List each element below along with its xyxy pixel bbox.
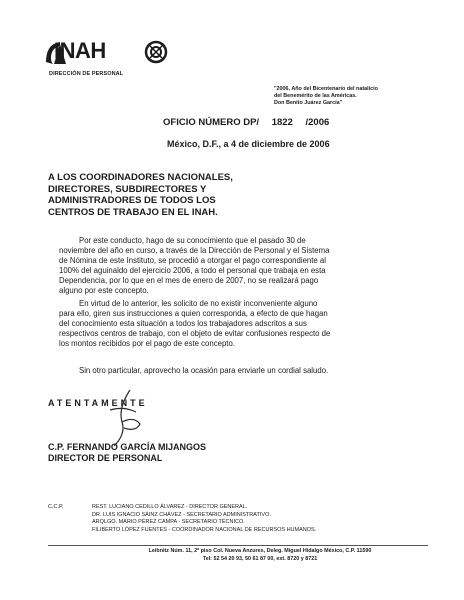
paragraph-line: Por este conducto, hago de su conocimiento que el pasado 30 de bbox=[79, 236, 306, 245]
signer-block bbox=[48, 442, 206, 463]
ccp-recipient: ARQLGO. MARIO PÉREZ CAMPA - SECRETARIO TÉCNICO. bbox=[92, 519, 245, 525]
addressee-line: ADMINISTRADORES DE TODOS LOS bbox=[48, 195, 216, 206]
addressee-line: A LOS COORDINADORES NACIONALES, bbox=[48, 172, 233, 183]
addressee-line: DIRECTORES, SUBDIRECTORES Y bbox=[48, 183, 207, 195]
body-paragraph-3 bbox=[59, 366, 429, 376]
paragraph-line: 100% del aguinaldo del ejercicio 2006, a todo el personal que trabaja en esta bbox=[59, 266, 326, 275]
logo-text: INAH bbox=[54, 38, 106, 63]
footer-phones: Tel: 52 54 20 93, 50 61 87 00, ext. 8720 y 8721 bbox=[202, 555, 318, 562]
footer-address: Leibnitz Núm. 11, 2º piso Col. Nueva Anzures, Deleg. Miguel Hidalgo México, C.P. 11590 bbox=[148, 548, 372, 554]
paragraph-line: alguno por este concepto. bbox=[59, 286, 149, 295]
ccp-recipient: DR. LUIS IGNACIO SÁINZ CHÁVEZ - SECRETARIO ADMINISTRATIVO. bbox=[92, 511, 271, 518]
handwritten-signature-icon bbox=[100, 388, 150, 448]
footer bbox=[80, 548, 440, 563]
paragraph-line: de Nómina de este Instituto, se procedió a otorgar el pago correspondiente al bbox=[59, 256, 326, 265]
paragraph-line: Sin otro particular, aprovecho la ocasión para enviarle un cordial saludo. bbox=[79, 366, 329, 375]
body-paragraph-1 bbox=[59, 236, 429, 296]
motto-line: del Benemérito de las Américas. bbox=[274, 93, 357, 99]
paragraph-line: para ello, giren sus instrucciones a quien corresponda, a efecto de que hagan bbox=[59, 309, 328, 318]
motto-line: "2006, Año del Bicentenario del natalicio bbox=[274, 86, 378, 92]
oficio-number bbox=[163, 117, 329, 128]
paragraph-line: los montos recibidos por el pago de este concepto. bbox=[59, 339, 235, 348]
motto-line: Don Benito Juárez García" bbox=[274, 100, 343, 106]
addressee bbox=[48, 172, 233, 218]
ccp-list bbox=[92, 504, 316, 534]
motto bbox=[274, 86, 444, 107]
document-date: México, D.F., a 4 de diciembre de 2006 bbox=[167, 139, 330, 149]
oficio-label: OFICIO NÚMERO DP/ bbox=[163, 117, 260, 128]
oficio-year: /2006 bbox=[305, 117, 330, 128]
ccp-label: C.C.P. bbox=[48, 504, 64, 510]
paragraph-line: En virtud de lo anterior, les solicito de no existir inconveniente alguno bbox=[79, 299, 318, 308]
footer-divider bbox=[48, 545, 428, 546]
department-name: DIRECCIÓN DE PERSONAL bbox=[49, 71, 124, 77]
signer-title: DIRECTOR DE PERSONAL bbox=[48, 452, 163, 463]
paragraph-line: Dependencia, por lo que en el mes de enero de 2007, no se realizará pago bbox=[59, 276, 319, 285]
paragraph-line: respectivos centros de trabajo, con el objeto de evitar confusiones respecto de bbox=[59, 329, 331, 338]
closing-atentamente: ATENTAMENTE bbox=[48, 398, 148, 408]
paragraph-line: del conocimiento esta situación a todos los trabajadores adscritos a sus bbox=[59, 319, 307, 328]
ccp-recipient: FILIBERTO LÓPEZ FUENTES - COORDINADOR NACIONAL DE RECURSOS HUMANOS. bbox=[92, 526, 317, 533]
addressee-line: CENTROS DE TRABAJO EN EL INAH. bbox=[48, 206, 218, 218]
signer-name: C.P. FERNANDO GARCÍA MIJANGOS bbox=[48, 442, 207, 452]
paragraph-line: noviembre del año en curso, a través de la Dirección de Personal y el Sistema bbox=[59, 246, 330, 255]
oficio-num: 1822 bbox=[271, 117, 293, 128]
body-paragraph-2 bbox=[59, 299, 429, 349]
ccp-recipient: REST. LUCIANO CEDILLO ÁLVAREZ - DIRECTOR GENERAL. bbox=[92, 504, 248, 510]
